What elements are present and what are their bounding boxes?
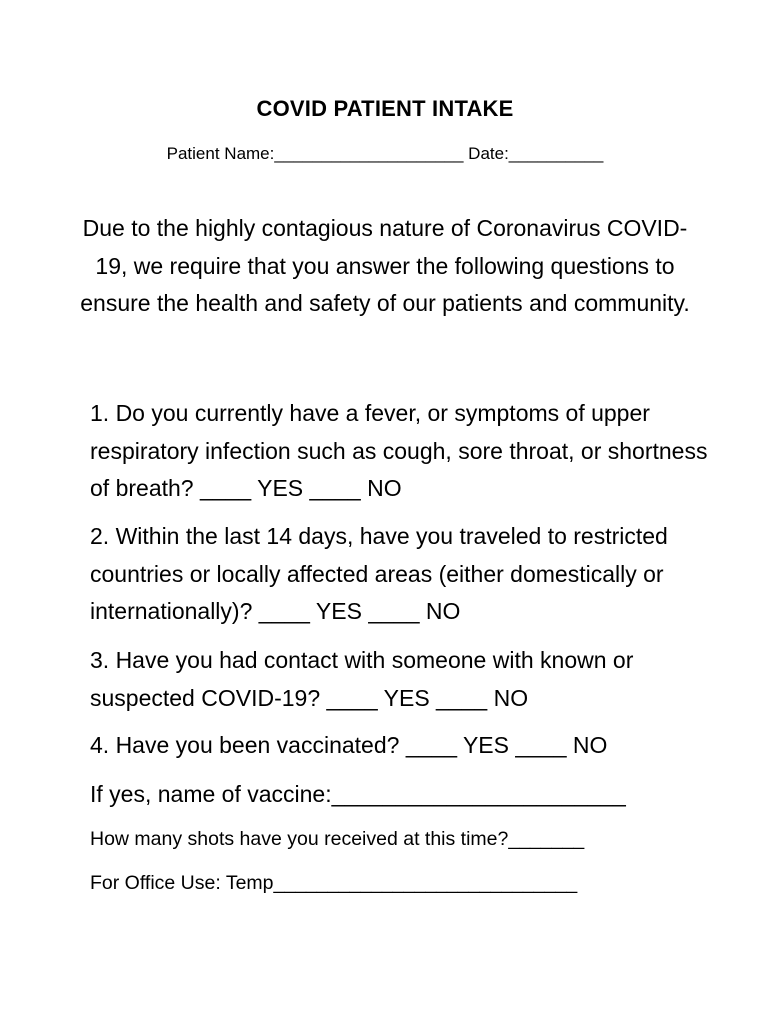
office-use-temp-line: For Office Use: Temp____________________________	[90, 872, 578, 894]
shots-received-line: How many shots have you received at this time?_______	[90, 828, 585, 850]
form-title: COVID PATIENT INTAKE	[256, 96, 514, 121]
intro-paragraph: Due to the highly contagious nature of Coronavirus COVID-19, we require that you answer the following questions to ensure the health and safety of our patients and community.	[80, 215, 690, 316]
question-1: 1. Do you currently have a fever, or symptoms of upper respiratory infection such as cough, sore throat, or shortness of breath? ____ YES ____ NO	[90, 400, 708, 501]
question-4: 4. Have you been vaccinated? ____ YES ____ NO	[90, 732, 608, 758]
patient-name-date-line: Patient Name:____________________ Date:__________	[166, 144, 604, 163]
question-2: 2. Within the last 14 days, have you traveled to restricted countries or locally affected areas (either domestically or internationally)? ____ YES ____ NO	[90, 523, 668, 624]
question-3: 3. Have you had contact with someone with known or suspected COVID-19? ____ YES ____ NO	[90, 647, 634, 711]
vaccine-name-line: If yes, name of vaccine:_______________________	[90, 781, 626, 807]
